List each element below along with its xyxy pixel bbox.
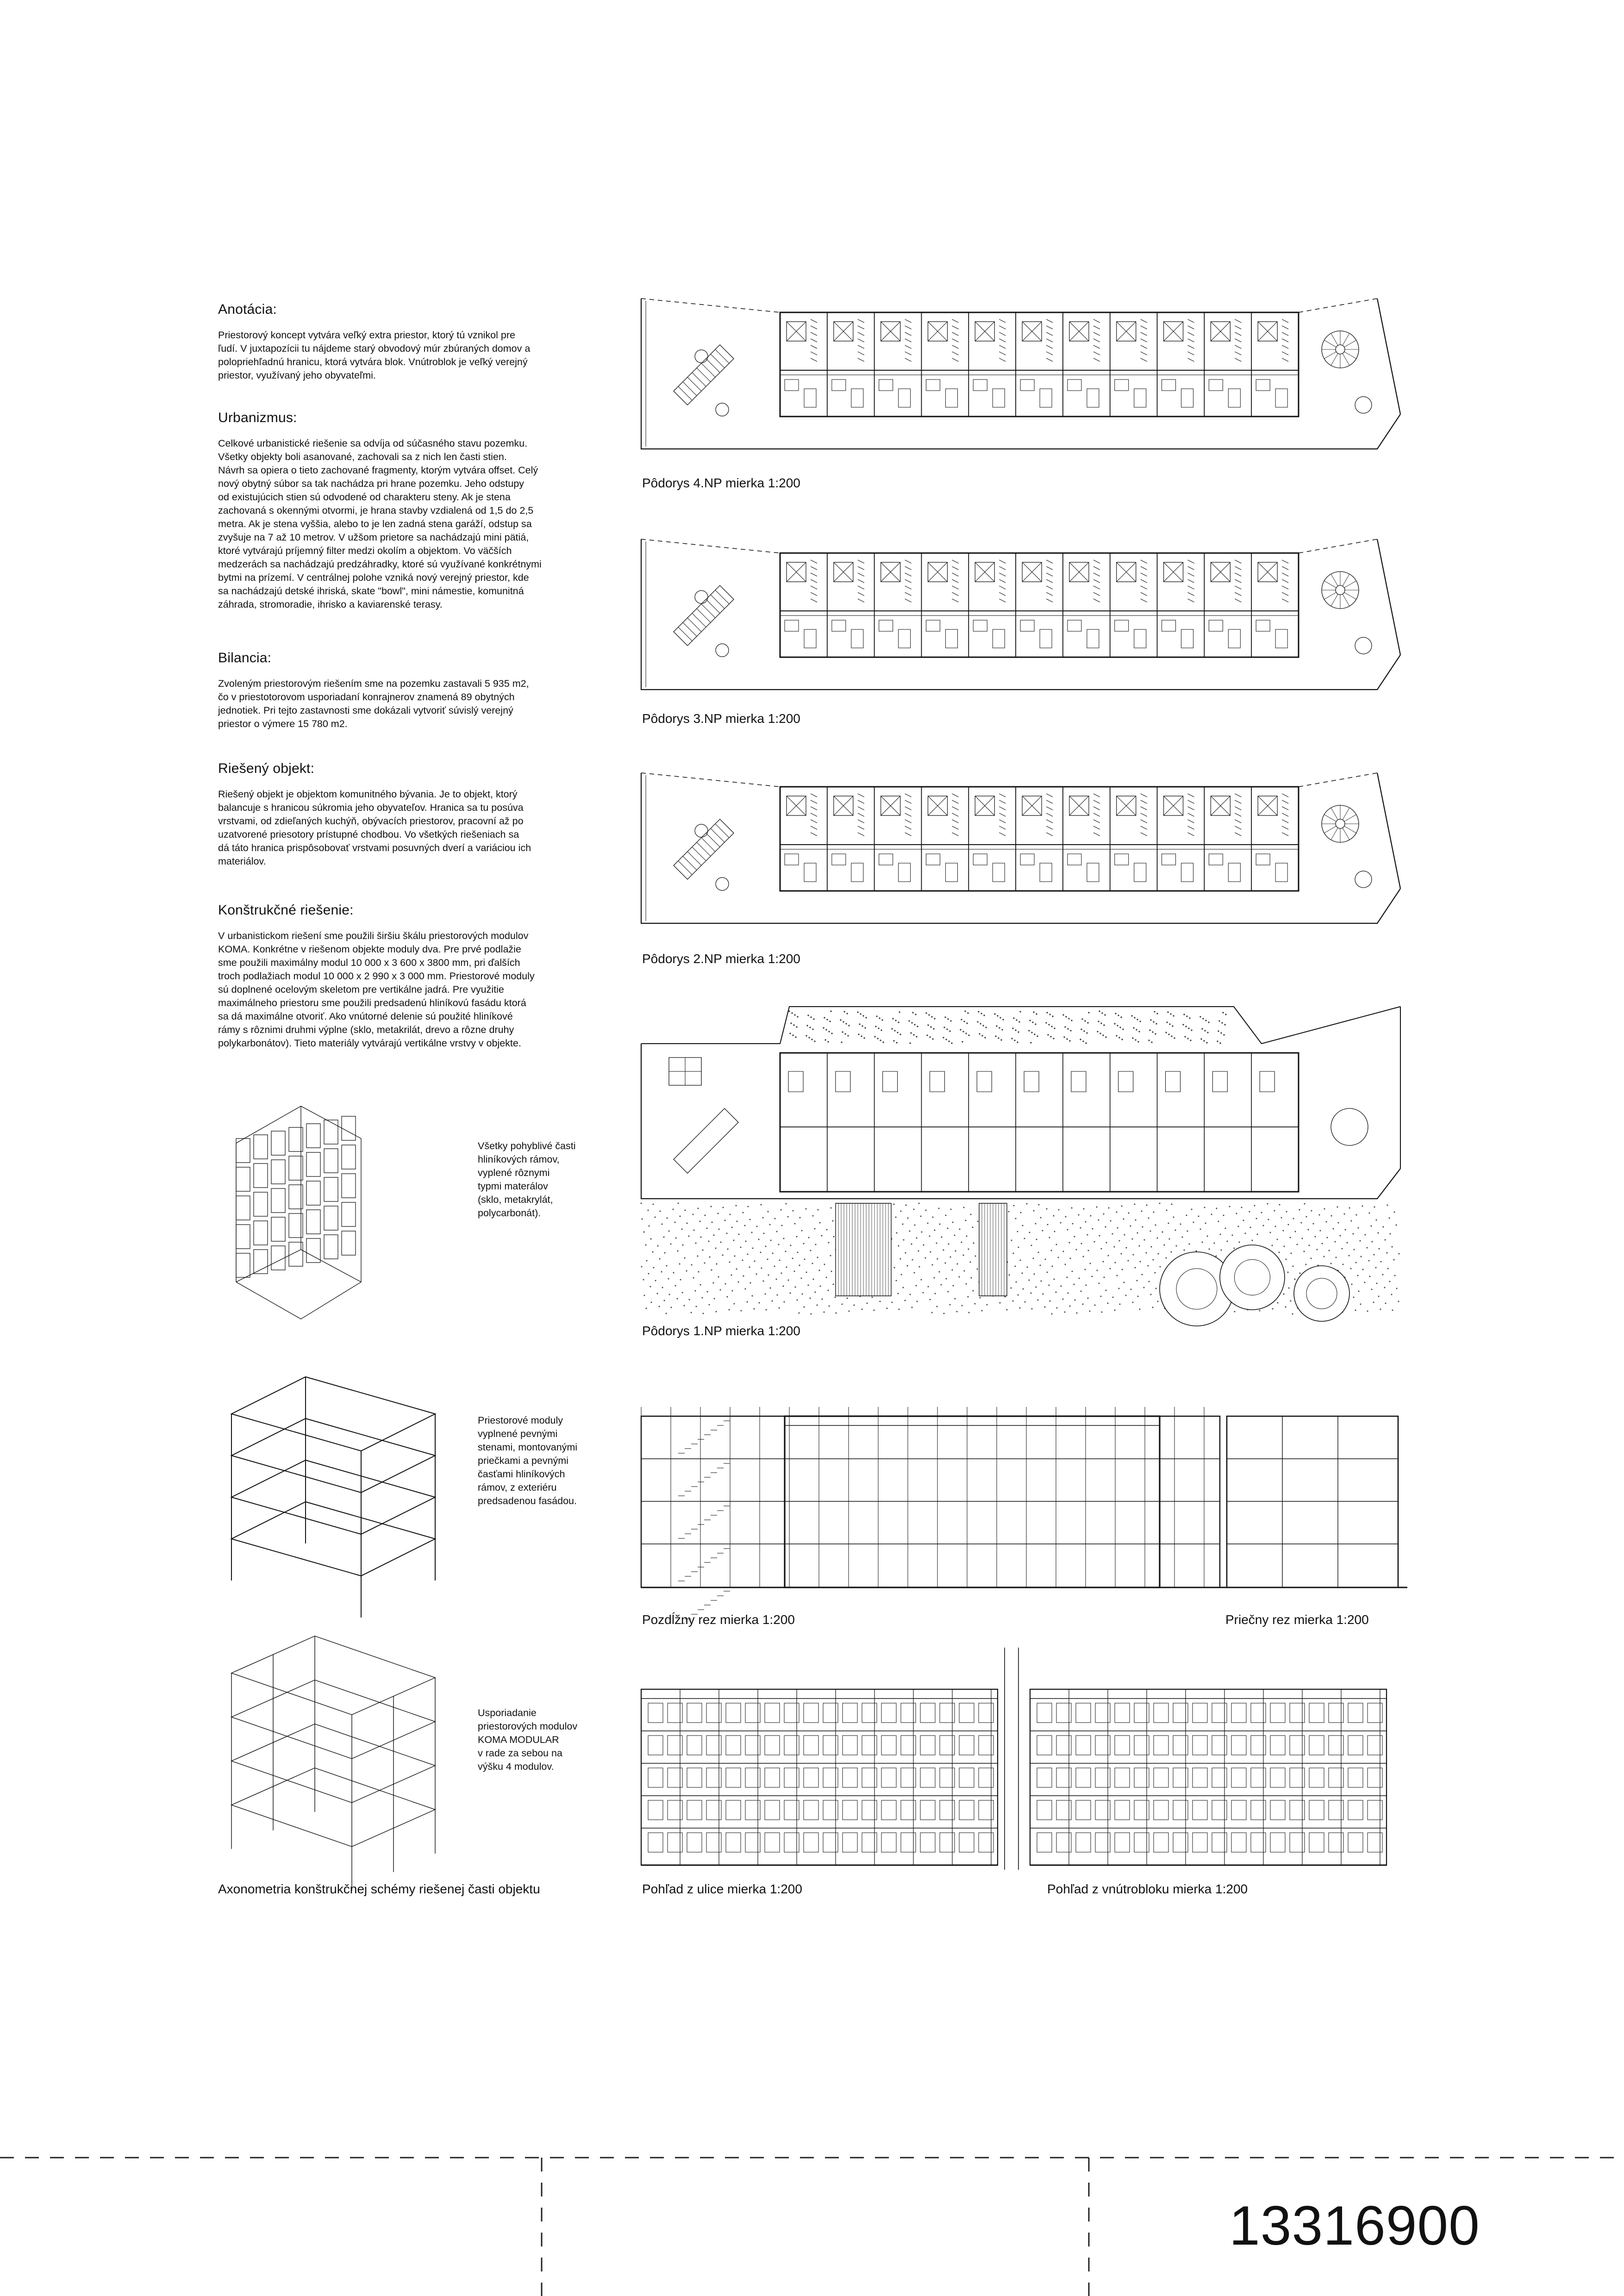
text-line: priestorových modulov: [478, 1721, 578, 1732]
floor-plan-3np: [641, 539, 1400, 692]
text-line: metra. Ak je stena vyššia, alebo to je len zadná stena garáží, odstup sa: [218, 518, 532, 529]
note-movable-frames: [478, 1139, 626, 1220]
text-line: polopriehľadnú hranicu, ktorá vytvára blok. Vnútroblok je veľký verejný: [218, 356, 528, 367]
text-line: Usporiadanie: [478, 1707, 537, 1718]
text-line: balancuje s hranicou súkromia jeho obyvateľov. Hranica sa tu posúva: [218, 802, 524, 813]
text-line: Priestorový koncept vytvára veľký extra priestor, ktorý tú vznikol pre: [218, 330, 515, 341]
text-line: priečkami a pevnými: [478, 1455, 568, 1466]
text-line: ktoré vytvárajú príjemný filter medzi okolím a objektom. Vo väčších: [218, 545, 512, 556]
caption-courtyard-view: Pohľad z vnútrobloku mierka 1:200: [1047, 1882, 1248, 1896]
object-text: [218, 788, 598, 868]
note-module-arrangement: [478, 1706, 626, 1773]
caption-plan-4np: Pôdorys 4.NP mierka 1:200: [642, 476, 800, 490]
text-line: rámy s rôznimi druhmi výplne (sklo, metakrilát, drevo a rôzne druhy: [218, 1024, 514, 1035]
text-line: medzerách sa nachádzajú predzáhradky, ktoré sú využívané konkrétnymi: [218, 559, 542, 570]
text-line: vyplnené pevnými: [478, 1428, 558, 1439]
text-line: časťami hliníkových: [478, 1468, 565, 1480]
text-line: sme použili maximálny modul 10 000 x 3 600 x 3800 mm, pri ďalších: [218, 957, 520, 968]
axo-frames-diagram: [222, 1106, 463, 1347]
caption-plan-3np: Pôdorys 3.NP mierka 1:200: [642, 711, 800, 726]
text-line: hliníkových rámov,: [478, 1154, 560, 1165]
text-line: jednotiek. Pri tejto zastavnosti sme dokázali vytvoriť súvislý verejný: [218, 705, 513, 716]
text-line: Zvoleným priestorovým riešením sme na pozemku zastavali 5 935 m2,: [218, 678, 529, 689]
street-elevation: [641, 1648, 1021, 1870]
text-line: sú doplnené ocelovým skeletom pre vertikálne jadrá. Pre využitie: [218, 984, 504, 995]
text-line: maximálneho priestoru sme použili predsadenú hliníkovú fasádu ktorá: [218, 997, 526, 1008]
floor-plan-1np: [641, 1007, 1400, 1340]
caption-plan-2np: Pôdorys 2.NP mierka 1:200: [642, 952, 800, 966]
construction-section: [218, 902, 598, 1050]
balance-heading: Bilancia:: [218, 650, 272, 666]
text-line: Všetky pohyblivé časti: [478, 1140, 576, 1151]
text-line: zachovaná s okennými otvormi, je hrana stavby vzdialená od 1,5 do 2,5: [218, 505, 534, 516]
text-line: V urbanistickom riešení sme použili širšiu škálu priestorových modulov: [218, 930, 529, 941]
text-line: predsadenou fasádou.: [478, 1495, 577, 1506]
balance-section: [218, 650, 598, 731]
text-line: dá táto hranica prispôsobovať vrstvami posuvných dverí a variáciou ich: [218, 842, 531, 853]
floor-plan-2np: [641, 773, 1400, 926]
text-line: (sklo, metakrylát,: [478, 1194, 553, 1205]
balance-text: [218, 677, 598, 731]
text-line: zvyšuje na 7 až 10 metrov. V užšom prietore sa nachádzajú mini pätiá,: [218, 532, 529, 543]
axo-modules-diagram: [222, 1358, 463, 1599]
caption-cross-section: Priečny rez mierka 1:200: [1225, 1612, 1369, 1627]
text-line: výšku 4 modulov.: [478, 1761, 554, 1772]
text-line: od existujúcich stien sú odvodené od charakteru steny. Ak je stena: [218, 492, 511, 503]
construction-heading: Konštrukčné riešenie:: [218, 902, 354, 918]
text-line: bytmi na prízemí. V centrálnej polohe vzniká nový verejný priestor, kde: [218, 572, 529, 583]
annotation-text: [218, 329, 598, 382]
text-line: záhrada, stromoradie, ihrisko a kaviarenské terasy.: [218, 599, 443, 610]
text-line: polycarbonát).: [478, 1207, 541, 1219]
axo-skeleton-diagram: [222, 1627, 463, 1867]
note-spatial-modules: [478, 1414, 626, 1508]
text-line: sa nachádzajú detské ihriská, skate "bowl", mini námestie, komunitná: [218, 585, 524, 597]
text-line: troch podlažiach modul 10 000 x 2 990 x 3 000 mm. Priestorové moduly: [218, 971, 535, 982]
text-line: typmi materálov: [478, 1181, 548, 1192]
text-line: Celkové urbanistické riešenie sa odvíja od súčasného stavu pozemku.: [218, 438, 528, 449]
text-line: ľudí. V juxtapozícii tu nájdeme starý obvodový múr zbúraných domov a: [218, 343, 531, 354]
text-line: nový obytný súbor sa tak nachádza pri hrane pozemku. Jeho odstupy: [218, 478, 524, 489]
text-line: priestor o výmere 15 780 m2.: [218, 718, 348, 729]
entry-id-number: 13316900: [1229, 2195, 1480, 2257]
caption-street-view: Pohľad z ulice mierka 1:200: [642, 1882, 802, 1896]
text-line: stenami, montovanými: [478, 1442, 578, 1453]
axo-caption: Axonometria konštrukčnej schémy riešenej časti objektu: [218, 1882, 540, 1896]
text-line: uzatvorené priesotory prístupné chodbou. Vo všetkých riešeniach sa: [218, 829, 519, 840]
text-line: Riešený objekt je objektom komunitného bývania. Je to objekt, ktorý: [218, 789, 518, 800]
caption-plan-1np: Pôdorys 1.NP mierka 1:200: [642, 1324, 800, 1338]
courtyard-elevation: [1030, 1648, 1405, 1870]
text-line: sa dá maximálne otvoriť. Ako vnútorné delenie sú použité hliníkové: [218, 1011, 513, 1022]
text-line: Priestorové moduly: [478, 1415, 563, 1426]
construction-text: [218, 929, 598, 1050]
text-line: KOMA MODULAR: [478, 1734, 559, 1745]
text-line: materiálov.: [218, 856, 266, 867]
annotation-heading: Anotácia:: [218, 302, 277, 317]
text-line: v rade za sebou na: [478, 1748, 562, 1759]
urbanism-text: [218, 437, 598, 611]
text-line: KOMA. Konkrétne v riešenom objekte moduly dva. Pre prvé podlažie: [218, 944, 521, 955]
text-line: Návrh sa opiera o tieto zachované fragmenty, ktorým vytvára offset. Celý: [218, 465, 538, 476]
cross-section: [1213, 1398, 1407, 1592]
urbanism-section: [218, 410, 598, 611]
longitudinal-section: [641, 1398, 1234, 1592]
text-line: rámov, z exteriéru: [478, 1482, 557, 1493]
urbanism-heading: Urbanizmus:: [218, 410, 297, 425]
text-line: čo v priestotorovom usporiadaní konrajnerov znamená 89 obytných: [218, 691, 515, 703]
object-section: [218, 761, 598, 868]
text-line: vrstvami, od zdieľaných kuchýň, obývacích priestorov, pracovní až po: [218, 815, 524, 827]
floor-plan-4np: [641, 299, 1400, 451]
annotation-section: [218, 302, 598, 382]
object-heading: Riešený objekt:: [218, 761, 315, 776]
text-line: priestor, využívaný jeho obyvateľmi.: [218, 370, 376, 381]
text-line: Všetky objekty boli asanované, zachovali sa z nich len časti stien.: [218, 451, 507, 462]
text-line: polykarbonátov). Tieto materiály vytvárajú vertikálne vrstvy v objekte.: [218, 1038, 521, 1049]
caption-longitudinal-section: Pozdĺžny rez mierka 1:200: [642, 1612, 795, 1627]
text-line: vyplené rôznymi: [478, 1167, 550, 1178]
